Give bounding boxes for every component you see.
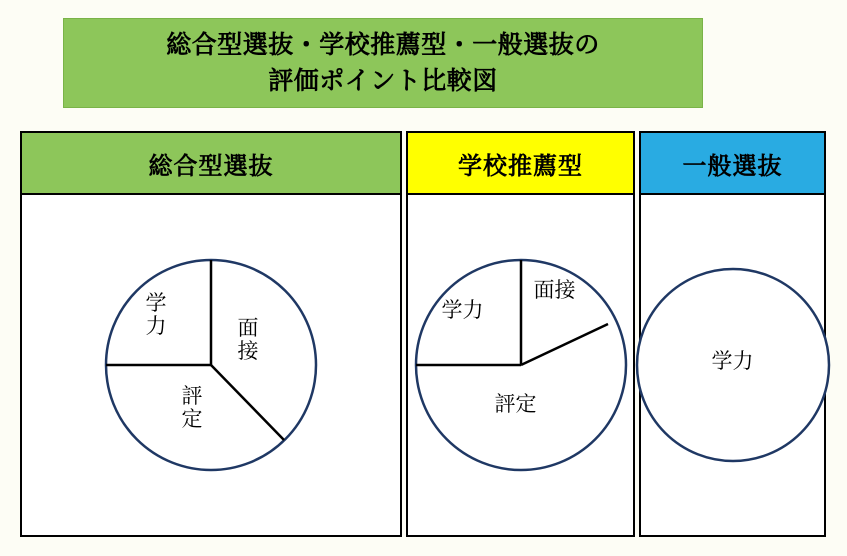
pie-chart-gakkosuisen <box>414 258 628 472</box>
pie-chart-sogogata <box>104 258 318 472</box>
column-header-sogogata: 総合型選抜 <box>22 133 400 195</box>
pie-slice-label-hyotei: 評 定 <box>181 385 203 431</box>
pie-slice-label-gakuryoku: 学力 <box>711 350 754 373</box>
column-body-sogogata <box>22 195 400 535</box>
pie-slice-label-mensetsu: 面接 <box>533 279 576 302</box>
column-gakkosuisen <box>406 131 635 537</box>
column-body-ippan <box>641 195 824 535</box>
comparison-table <box>20 131 826 537</box>
page-title <box>63 18 703 108</box>
pie-chart-ippan-svg <box>635 267 831 463</box>
column-sogogata <box>20 131 402 537</box>
column-body-gakkosuisen <box>408 195 633 535</box>
column-header-ippan: 一般選抜 <box>641 133 824 195</box>
pie-slice-label-gakuryoku: 学力 <box>441 299 484 322</box>
column-header-gakkosuisen: 学校推薦型 <box>408 133 633 195</box>
pie-slice-label-hyotei: 評定 <box>494 393 537 416</box>
pie-chart-gakkosuisen-svg <box>414 258 628 472</box>
pie-chart-ippan <box>635 267 831 463</box>
page-title-line-1: 総合型選抜・学校推薦型・一般選抜の <box>166 30 600 59</box>
column-ippan <box>639 131 826 537</box>
pie-chart-sogogata-svg <box>104 258 318 472</box>
page-title-line-2: 評価ポイント比較図 <box>268 67 498 95</box>
pie-slice-label-mensetsu: 面 接 <box>237 317 259 363</box>
pie-slice-label-gakuryoku: 学 力 <box>145 292 167 338</box>
pie-outline-circle <box>637 269 829 461</box>
